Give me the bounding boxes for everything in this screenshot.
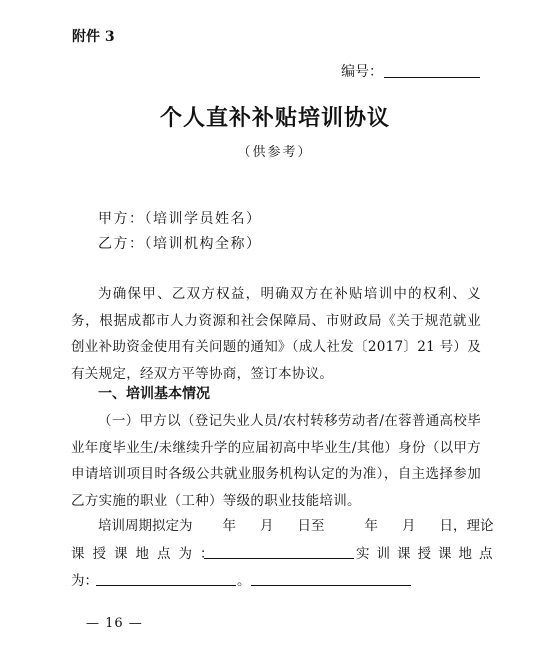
intro-paragraph: 为确保甲、乙双方权益，明确双方在补贴培训中的权利、义务，根据成都市人力资源和社会保障局、市财政局《关于规范就业创业补助资金使用有关问题的通知》（成人社发〔2017〕21 号）及有关规定，经双方平等协商，签订本协议。 [71, 286, 481, 382]
cycle-day-to: 日至 [297, 518, 325, 534]
period-mark: 。 [237, 573, 251, 589]
page-title: 个人直补补贴培训协议 [159, 105, 390, 131]
page-number: — 16 — [86, 616, 143, 631]
training-cycle-line [98, 514, 494, 534]
cycle-month: 月 [260, 518, 274, 534]
party-a: 甲方：（培训学员姓名） [98, 211, 262, 227]
section-heading: 一、培训基本情况 [98, 386, 210, 402]
serial-number-label: 编号： [341, 64, 383, 80]
section-item-1: （一）甲方以（登记失业人员/农村转移劳动者/在蓉普通高校毕业年度毕业生/未继续升学的应届初高中毕业生/其他）身份（以甲方申请培训项目时各级公共就业服务机构认定的为准），自主选择参加乙方实施的职业（工种）等级的职业技能培训。 [71, 413, 481, 509]
cycle-label: 培训周期拟定为 [98, 518, 193, 534]
theory-location-label: 课授课地点为： [71, 546, 222, 562]
page-subtitle: （供参考） [237, 145, 313, 160]
party-b: 乙方：（培训机构全称） [98, 236, 262, 252]
location-row-1 [71, 542, 500, 562]
cycle-month-2: 月 [402, 518, 416, 534]
theory-location-blank [204, 558, 354, 559]
cycle-year-2: 年 [364, 518, 378, 534]
location-row-2 [71, 569, 481, 589]
practice-location-label-2: 为： [71, 573, 98, 589]
practice-location-blank [96, 585, 236, 586]
practice-location-label: 实训课授课地点 [356, 546, 500, 562]
cycle-year: 年 [222, 518, 236, 534]
extra-blank [251, 585, 411, 586]
cycle-day-2: 日，理论 [439, 518, 494, 534]
serial-number-blank [384, 77, 480, 78]
attachment-label: 附件 3 [72, 29, 115, 45]
